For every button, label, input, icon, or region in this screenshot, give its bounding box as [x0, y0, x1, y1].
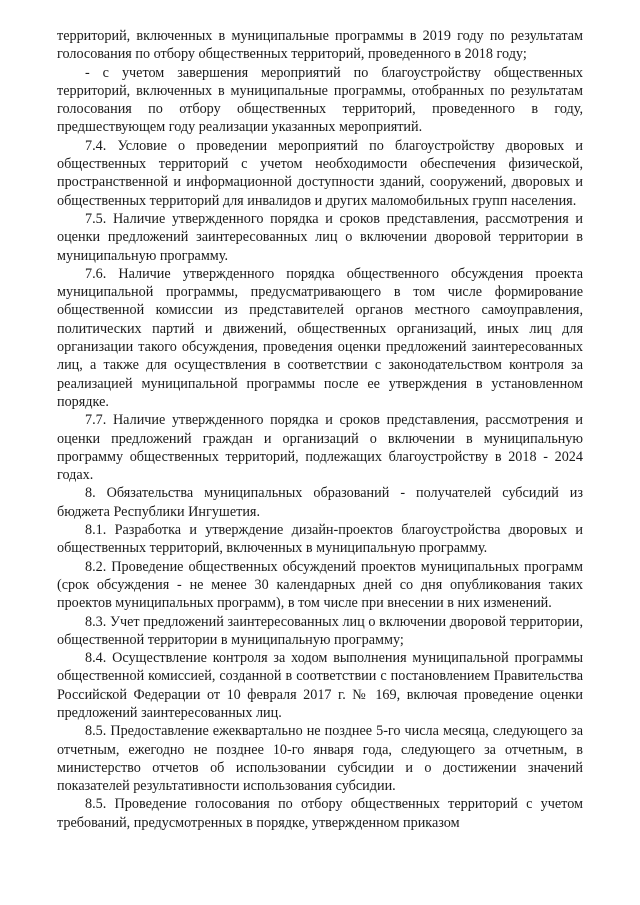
- paragraph-8: 8. Обязательства муниципальных образований - получателей субсидий из бюджета Республики Ингушетия.: [57, 485, 583, 520]
- paragraph-bullet-completion: - с учетом завершения мероприятий по благоустройству общественных территорий, включенных в муниципальные программы, отобранных по результатам голосования по отбору общественных территорий, проведенного в году, предшествующем году реализации указанных мероприятий.: [57, 64, 583, 136]
- paragraph-7-6: 7.6. Наличие утвержденного порядка общественного обсуждения проекта муниципальной программы, предусматривающего в том числе формирование общественной комиссии из представителей органов местного самоуправления, политических партий и движений, общественных организаций, иных лиц для организации такого обсуждения, проведения оценки предложений заинтересованных лиц, а также для осуществления в соответствии с законодательством контроля за реализацией муниципальной программы после ее утверждения в установленном порядке.: [57, 265, 583, 410]
- paragraph-7-5: 7.5. Наличие утвержденного порядка и сроков представления, рассмотрения и оценки предложений заинтересованных лиц о включении дворовой территории в муниципальную программу.: [57, 210, 583, 264]
- paragraph-8-2: 8.2. Проведение общественных обсуждений проектов муниципальных программ (срок обсуждения - не менее 30 календарных дней со дня опубликования таких проектов муниципальных программ), в том числе при внесении в них изменений.: [57, 558, 583, 612]
- paragraph-8-4: 8.4. Осуществление контроля за ходом выполнения муниципальной программы общественной комиссией, созданной в соответствии с постановлением Правительства Российской Федерации от 10 февраля 2017 г. № 169, включая проведение оценки предложений заинтересованных лиц.: [57, 650, 583, 721]
- paragraph-continuation: территорий, включенных в муниципальные программы в 2019 году по результатам голосования по отбору общественных территорий, проведенного в 2018 году;: [57, 28, 583, 63]
- paragraph-7-7: 7.7. Наличие утвержденного порядка и сроков представления, рассмотрения и оценки предложений граждан и организаций о включении в муниципальную программу общественных территорий, подлежащих благоустройству в 2018 - 2024 годах.: [57, 412, 583, 484]
- paragraph-8-1: 8.1. Разработка и утверждение дизайн-проектов благоустройства дворовых и общественных территорий, включенных в муниципальную программу.: [57, 522, 583, 557]
- paragraph-8-5-voting: 8.5. Проведение голосования по отбору общественных территорий с учетом требований, предусмотренных в порядке, утвержденном приказом: [57, 796, 583, 831]
- document-page: [57, 27, 583, 832]
- paragraph-8-3: 8.3. Учет предложений заинтересованных лиц о включении дворовой территории, общественной территории в муниципальную программу;: [57, 613, 583, 648]
- paragraph-7-4: 7.4. Условие о проведении мероприятий по благоустройству дворовых и общественных территорий с учетом необходимости обеспечения физической, пространственной и информационной доступности зданий, сооружений, дворовых и общественных территорий для инвалидов и других маломобильных групп населения.: [57, 137, 583, 209]
- paragraph-8-5-reporting: 8.5. Предоставление ежеквартально не позднее 5-го числа месяца, следующего за отчетным, ежегодно не позднее 10-го января года, следующего за отчетным, в министерство отчетов об использовании субсидии и о достижении значений показателей результативности использования субсидии.: [57, 723, 583, 795]
